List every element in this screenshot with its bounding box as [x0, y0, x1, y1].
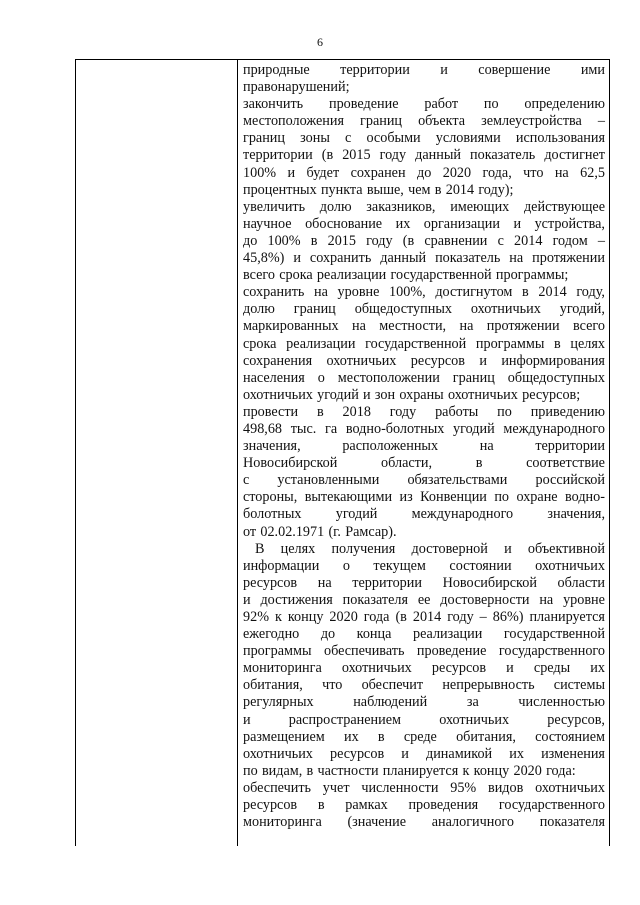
text-line: природные территории и совершение ими — [243, 62, 605, 78]
text-line: охотничьих ресурсов и динамикой их изменения — [243, 745, 605, 762]
text-line: и достижения показателя ее достоверности на уровне — [243, 591, 605, 608]
text-line: процентных пункта выше, чем в 2014 году); — [243, 181, 514, 198]
table-left-column — [76, 60, 238, 846]
text-line: по видам, в частности планируется к концу 2020 года: — [243, 762, 576, 779]
text-line: обитания, что обеспечит непрерывность системы — [243, 677, 605, 694]
text-line: закончить проведение работ по определению — [243, 96, 605, 113]
text-line: болотных угодий международного значения, — [243, 506, 605, 523]
text-line: В целях получения достоверной и объективной — [255, 540, 605, 557]
text-line: программы обеспечивать проведение государственного — [243, 643, 605, 660]
text-line: 45,8%) и сохранить данный показатель на протяжении — [243, 250, 605, 267]
page-number: 6 — [317, 35, 323, 49]
text-line: сохранения охотничьих ресурсов и информирования — [243, 352, 605, 369]
text-line: провести в 2018 году работы по приведению — [243, 403, 605, 420]
text-line: сохранить на уровне 100%, достигнутом в 2014 году, — [243, 284, 605, 301]
text-line: правонарушений; — [243, 79, 350, 96]
text-line: регулярных наблюдений за численностью — [243, 694, 605, 711]
text-line: информации о текущем состоянии охотничьих — [243, 557, 605, 574]
text-line: маркированных на местности, на протяжении всего — [243, 318, 605, 335]
table-text-column — [238, 60, 609, 846]
text-line: 498,68 тыс. га водно-болотных угодий международного — [243, 420, 605, 437]
text-line: до 100% в 2015 году (в сравнении с 2014 годом – — [243, 232, 605, 249]
text-line: от 02.02.1971 (г. Рамсар). — [243, 523, 397, 540]
text-line: местоположения границ объекта землеустройства – — [243, 113, 605, 130]
text-line: обеспечить учет численности 95% видов охотничьих — [243, 779, 605, 796]
document-table — [75, 59, 610, 846]
text-line: увеличить долю заказников, имеющих действующее — [243, 198, 605, 215]
text-line: размещением их в среде обитания, состоянием — [243, 728, 605, 745]
text-line: территории (в 2015 году данный показатель достигнет — [243, 147, 605, 164]
text-line: границ зоны с особыми условиями использования — [243, 130, 605, 147]
text-line: населения о местоположении границ общедоступных — [243, 369, 605, 386]
text-line: Новосибирской области, в соответствие — [243, 455, 605, 472]
text-line: срока реализации государственной программы в целях — [243, 335, 605, 352]
text-line: научное обоснование их организации и устройства, — [243, 215, 605, 232]
text-line: мониторинга (значение аналогичного показателя — [243, 814, 605, 831]
text-line: ресурсов в рамках проведения государственного — [243, 797, 605, 814]
text-line: долю границ общедоступных охотничьих угодий, — [243, 301, 605, 318]
text-line: с установленными обязательствами российской — [243, 472, 605, 489]
text-line: мониторинга охотничьих ресурсов и среды их — [243, 660, 605, 677]
text-line: охотничьих угодий и зон охраны охотничьих ресурсов; — [243, 386, 581, 403]
text-line: стороны, вытекающими из Конвенции по охране водно- — [243, 489, 605, 506]
text-line: 100% и будет сохранен до 2020 года, что на 62,5 — [243, 164, 605, 181]
text-line: всего срока реализации государственной программы; — [243, 267, 569, 284]
text-line: значения, расположенных на территории — [243, 438, 605, 455]
text-line: 92% к концу 2020 года (в 2014 году – 86%) планируется — [243, 609, 605, 625]
text-line: ежегодно до конца реализации государственной — [243, 626, 605, 643]
text-line: и распространением охотничьих ресурсов, — [243, 711, 605, 728]
text-line: ресурсов на территории Новосибирской области — [243, 574, 605, 591]
